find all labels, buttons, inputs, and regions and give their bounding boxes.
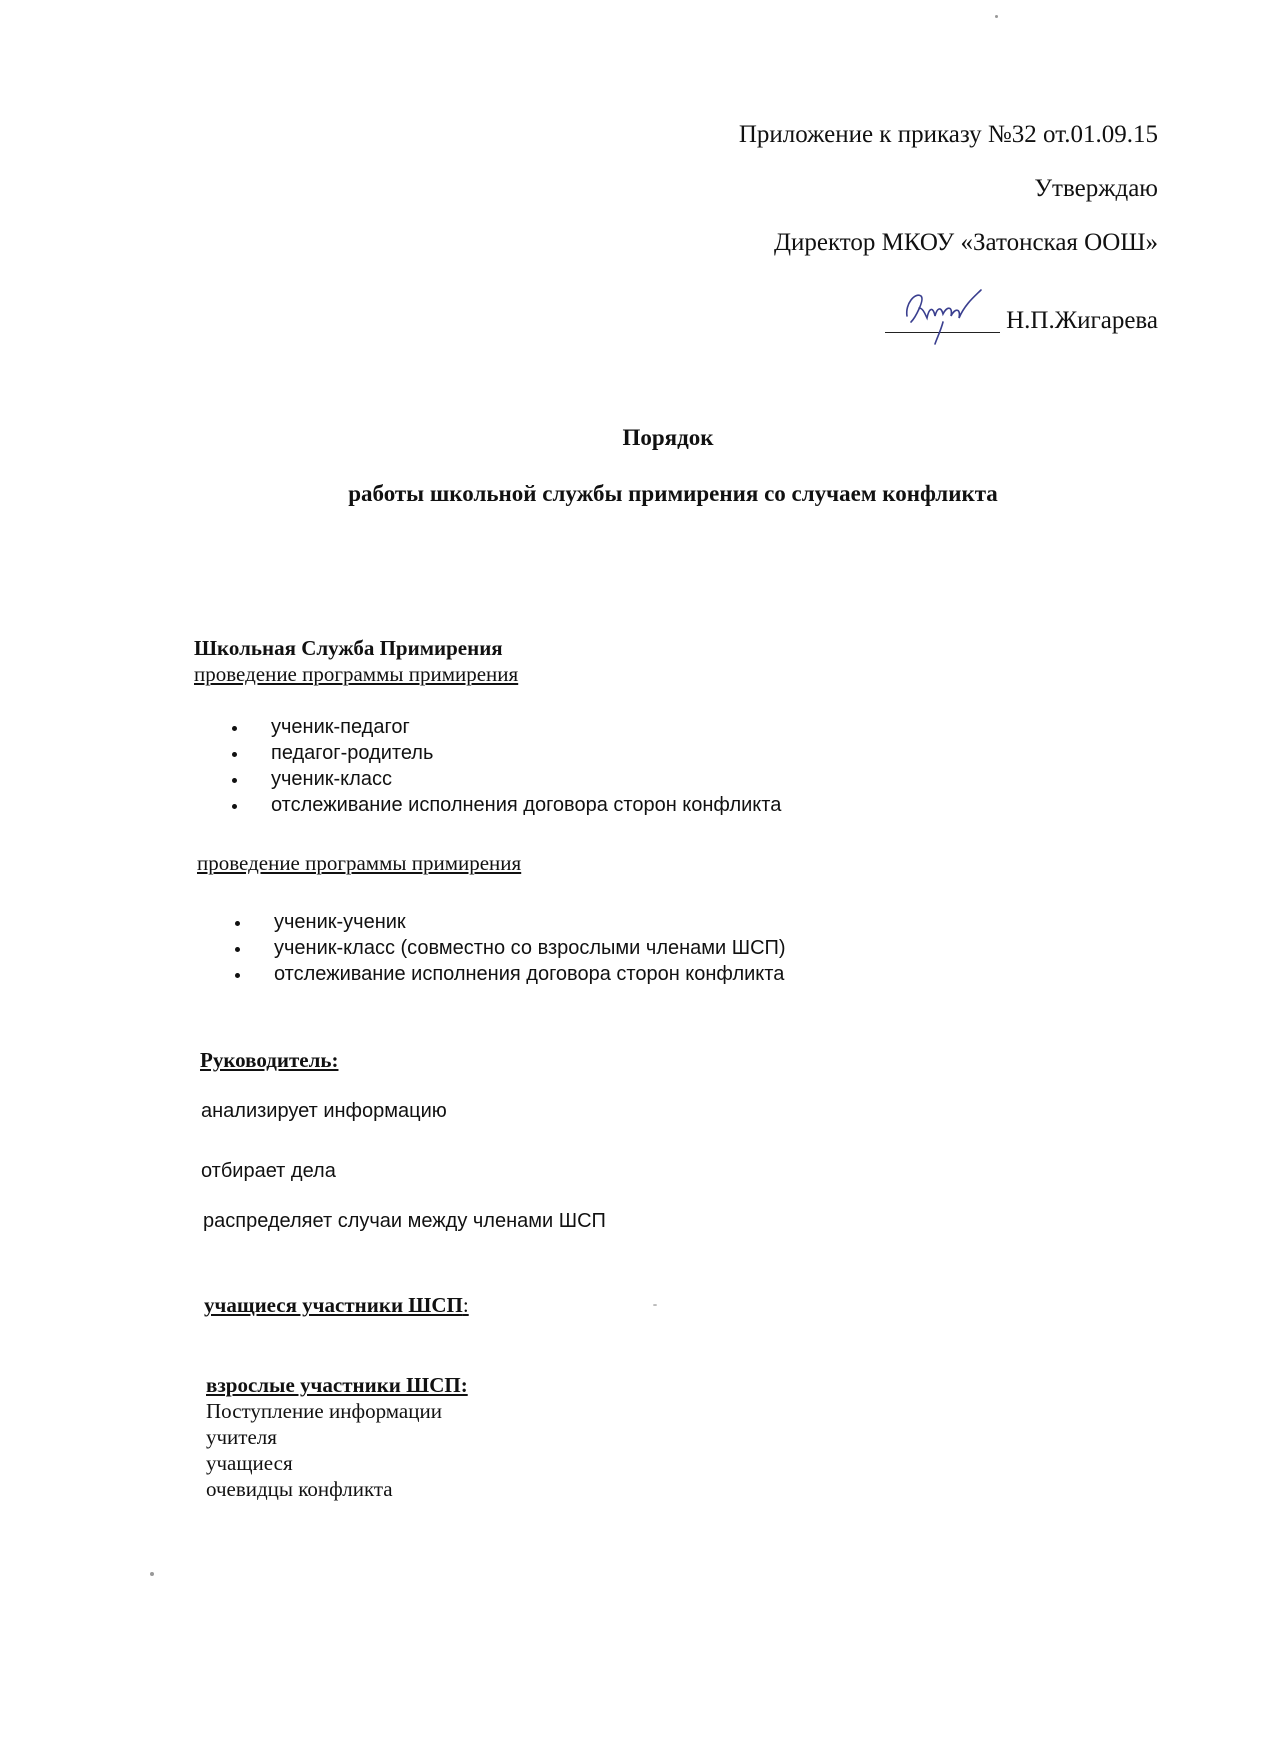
adults-heading: взрослые участники ШСП: — [206, 1373, 468, 1397]
list-item: ученик-педагог — [228, 714, 781, 740]
adults-line: учащиеся — [206, 1451, 293, 1475]
approval-block — [739, 122, 1158, 333]
title-line-1: Порядок — [622, 425, 714, 450]
adults-section — [206, 1372, 468, 1502]
group2-list — [231, 909, 786, 987]
signature-line — [885, 284, 1000, 333]
adults-line: учителя — [206, 1425, 277, 1449]
adults-line: Поступление информации — [206, 1399, 442, 1423]
list-item: отслеживание исполнения договора сторон конфликта — [231, 961, 786, 987]
students-heading: учащиеся участники ШСП — [204, 1293, 463, 1317]
director-line: Директор МКОУ «Затонская ООШ» — [773, 229, 1158, 256]
leader-heading: Руководитель: — [200, 1048, 339, 1072]
leader-duty: анализирует информацию — [201, 1100, 447, 1122]
signature-icon — [885, 278, 1000, 348]
leader-duty: распределяет случаи между членами ШСП — [203, 1210, 606, 1232]
group1-subheading: проведение программы примирения — [194, 662, 519, 687]
list-item: педагог-родитель — [228, 740, 781, 766]
appendix-line: Приложение к приказу №32 от.01.09.15 — [738, 121, 1158, 148]
service-section — [194, 636, 518, 686]
scan-speck — [150, 1572, 154, 1576]
scan-speck — [995, 15, 998, 18]
students-colon: : — [462, 1293, 469, 1317]
list-item: ученик-класс — [228, 766, 781, 792]
group2-subheading: проведение программы примирения — [197, 851, 522, 875]
signature-row — [739, 284, 1158, 333]
approve-line: Утверждаю — [1034, 175, 1158, 202]
list-item: отслеживание исполнения договора сторон конфликта — [228, 792, 781, 818]
scan-speck — [653, 1304, 657, 1306]
signer-name: Н.П.Жигарева — [1006, 307, 1158, 334]
document-title — [0, 425, 1276, 507]
service-heading: Школьная Служба Примирения — [194, 636, 503, 660]
group1-list — [228, 714, 781, 818]
adults-line: очевидцы конфликта — [206, 1477, 393, 1501]
students-section — [204, 1293, 469, 1317]
title-line-2: работы школьной службы примирения со случаем конфликта — [348, 481, 998, 506]
leader-duty: отбирает дела — [201, 1160, 336, 1182]
list-item: ученик-ученик — [231, 909, 786, 935]
list-item: ученик-класс (совместно со взрослыми членами ШСП) — [231, 935, 786, 961]
